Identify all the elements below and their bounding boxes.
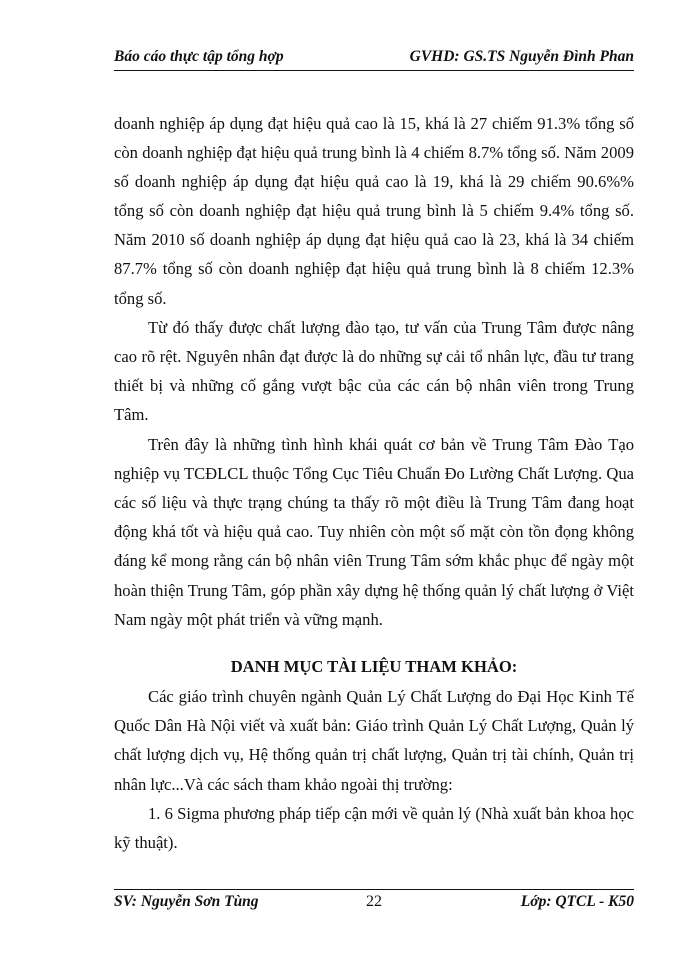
paragraph-conclusion: Trên đây là những tình hình khái quát cơ bản về Trung Tâm Đào Tạo nghiệp vụ TCĐLCL thuộc Tổng Cục Tiêu Chuẩn Đo Lường Chất Lượng. Qua các số liệu và thực trạng chúng ta thấy rõ một điều là Trung Tâm đang hoạt động khá tốt và hiệu quả cao. Tuy nhiên còn một số mặt còn tồn đọng không đáng kể mong rằng cán bộ nhân viên Trung Tâm sớm khắc phục để ngày một hoàn thiện Trung Tâm, góp phần xây dựng hệ thống quản lý chất lượng ở Việt Nam ngày một phát triển và vững mạnh. [114, 435, 634, 629]
page-header [114, 47, 634, 71]
page-number: 22 [366, 893, 382, 910]
page-footer [114, 889, 634, 917]
references-intro: Các giáo trình chuyên ngành Quản Lý Chất Lượng do Đại Học Kinh Tế Quốc Dân Hà Nội viết và xuất bản: Giáo trình Quản Lý Chất Lượng, Quản lý chất lượng dịch vụ, Hệ thống quản trị chất lượng, Quản trị tài chính, Quản trị nhân lực...Và các sách tham khảo ngoài thị trường: [114, 687, 634, 794]
paragraph-quality-improvement: Từ đó thấy được chất lượng đào tạo, tư vấn của Trung Tâm được nâng cao rõ rệt. Nguyên nhân đạt được là do những sự cải tổ nhân lực, đầu tư trang thiết bị và những cố gắng vượt bậc của các cán bộ nhân viên trong Trung Tâm. [114, 318, 634, 425]
header-supervisor: GVHD: GS.TS Nguyễn Đình Phan [409, 48, 634, 65]
body-text [114, 109, 634, 634]
references-heading: DANH MỤC TÀI LIỆU THAM KHẢO: [230, 657, 518, 676]
header-report-title: Báo cáo thực tập tổng hợp [114, 48, 284, 65]
footer-class: Lớp: QTCL - K50 [520, 893, 634, 910]
footer-student-name: SV: Nguyễn Sơn Tùng [114, 893, 259, 910]
paragraph-statistics: doanh nghiệp áp dụng đạt hiệu quả cao là 15, khá là 27 chiếm 91.3% tổng số còn doanh nghiệp đạt hiệu quả trung bình là 4 chiếm 8.7% tổng số. Năm 2009 số doanh nghiệp áp dụng đạt hiệu quả cao là 19, khá là 29 chiếm 90.6%% tổng số còn doanh nghiệp đạt hiệu quả trung bình là 5 chiếm 9.4% tổng số. Năm 2010 số doanh nghiệp áp dụng đạt hiệu quả cao là 23, khá là 34 chiếm 87.7% tổng số còn doanh nghiệp đạt hiệu quả trung bình là 8 chiếm 12.3% tổng số. [114, 114, 634, 308]
references-section [114, 682, 634, 857]
reference-item: 1. 6 Sigma phương pháp tiếp cận mới về quản lý (Nhà xuất bản khoa học kỹ thuật). [114, 803, 634, 853]
